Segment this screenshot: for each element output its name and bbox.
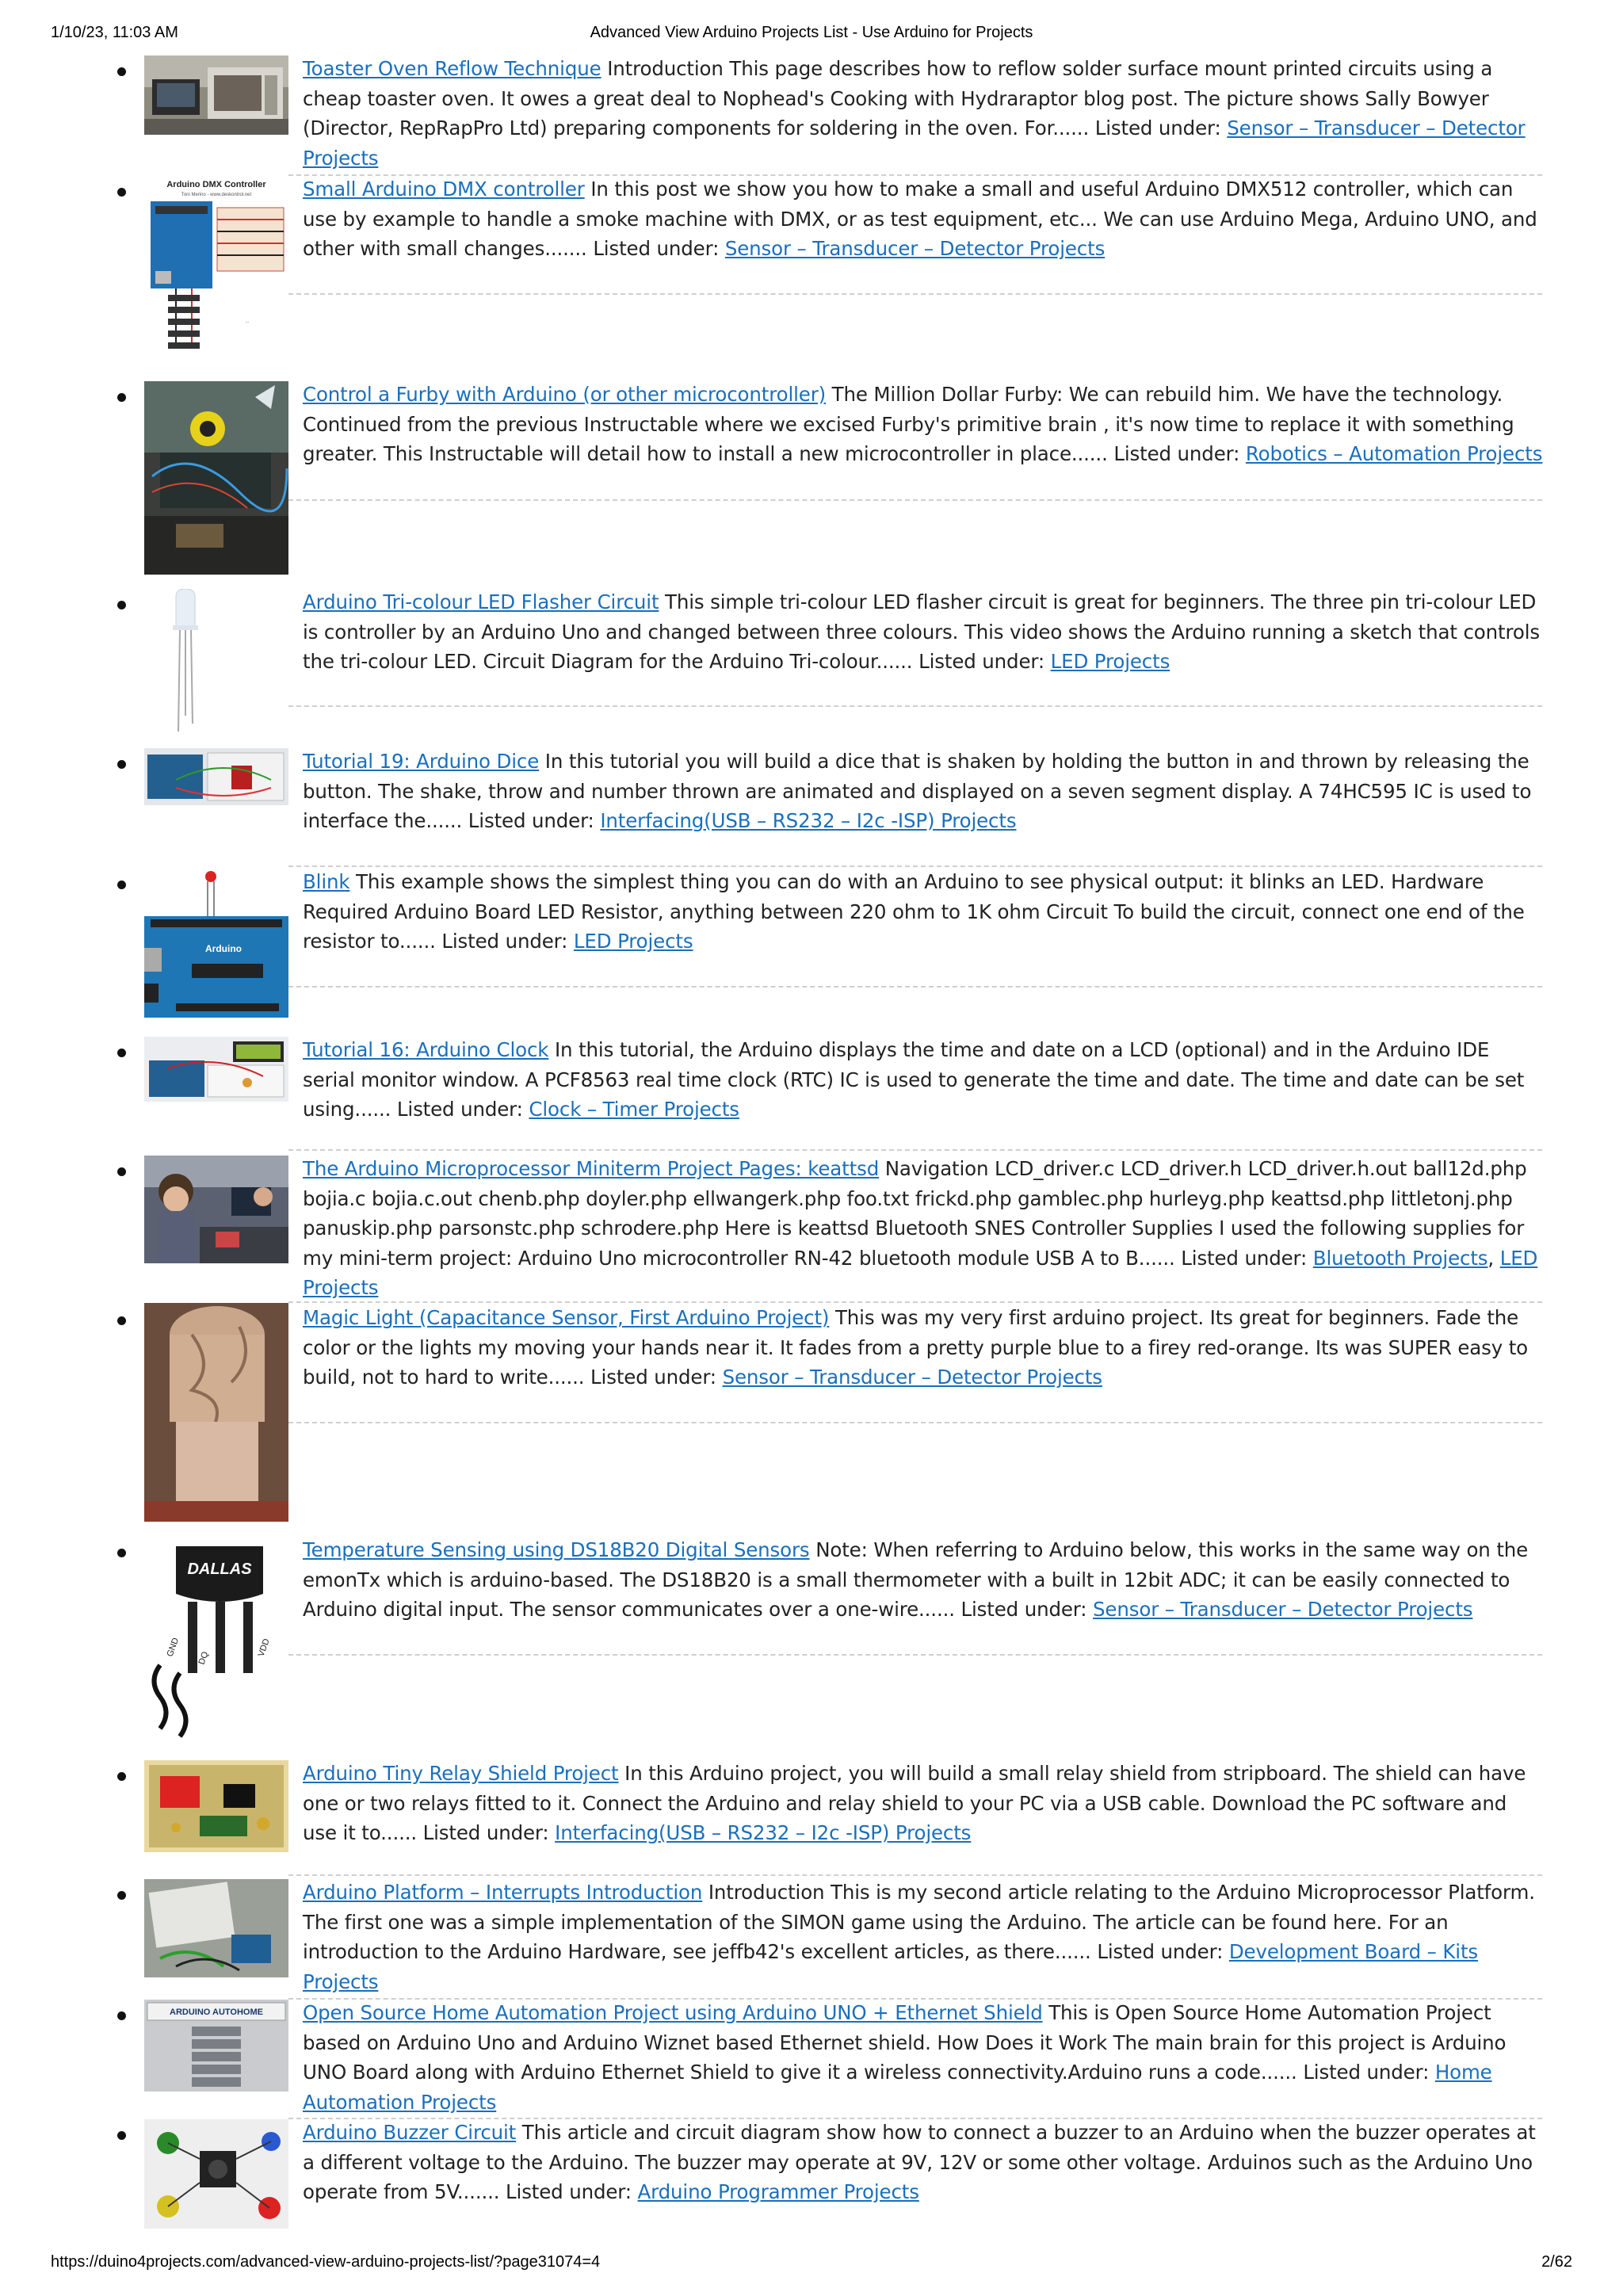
entry-title-link[interactable]: Blink	[303, 870, 350, 893]
category-link[interactable]: Arduino Programmer Projects	[637, 2180, 919, 2203]
bullet-icon	[117, 760, 126, 769]
entry-description: Note: When referring to Arduino below, this works in the same way on the emonTx which is arduino-based. The DS18B20 is a small thermometer with a built in 12bit ADC; it can be easily connected to Arduino digital input. The sensor communicates over a one-wire......	[303, 1538, 1529, 1621]
entry-text	[303, 1035, 1544, 1125]
category-link[interactable]: Robotics – Automation Projects	[1245, 442, 1543, 465]
listed-under-label: Listed under:	[422, 1821, 549, 1844]
ds18b20-sensor-illustration[interactable]	[144, 1538, 288, 1743]
bullet-icon	[117, 1549, 126, 1557]
entry-title-link[interactable]: Toaster Oven Reflow Technique	[303, 57, 601, 80]
entry-title-link[interactable]: Small Arduino DMX controller	[303, 178, 585, 201]
category-link[interactable]: Sensor – Transducer – Detector Projects	[303, 117, 1526, 170]
magic-light-photo[interactable]	[144, 1303, 288, 1522]
bullet-icon	[117, 1049, 126, 1057]
category-link[interactable]: Clock – Timer Projects	[529, 1098, 739, 1121]
entry-description: This example shows the simplest thing you can do with an Arduino to see physical output: it blinks an LED. Hardware Required Arduino Board LED Resistor, anything between 220 ohm to 1K ohm Circuit To build the circuit, connect one end of the resistor to......	[303, 870, 1525, 953]
dmx-controller-diagram[interactable]	[144, 176, 288, 360]
entry-description: In this post we show you how to make a small and useful Arduino DMX512 controller, which can use by example to handle a smoke machine with DMX, or as test equipment, etc... We can use Arduino Mega, Arduino UNO, and other with small changes.......	[303, 178, 1537, 260]
entry-title-link[interactable]: The Arduino Microprocessor Miniterm Project Pages: keattsd	[303, 1157, 880, 1180]
buzzer-circuit-photo[interactable]	[144, 2119, 288, 2229]
entry-description: This was my very first arduino project. Its great for beginners. Fade the color or the lights my moving your hands near it. It fades from a pretty purple blue to a firey red-orange. Its was SUPER easy to build, not to hard to write......	[303, 1306, 1529, 1389]
separator	[288, 1874, 1542, 1876]
toaster-oven-photo[interactable]	[144, 55, 288, 135]
entry-description: This is Open Source Home Automation Project based on Arduino Uno and Arduino Wiznet based Ethernet shield. How Does it Work The main brain for this project is Arduino UNO Board along with Arduino Ethernet Shield to give it a wireless connectivity.Arduino runs a code......	[303, 2001, 1507, 2084]
tri-colour-led-photo[interactable]	[144, 589, 288, 732]
bullet-icon	[117, 1772, 126, 1781]
diagram-caption: Arduino DMX Controller	[166, 180, 266, 189]
entry-text	[303, 1878, 1544, 1996]
entry-text	[303, 1998, 1544, 2117]
listed-under-label: Listed under:	[1181, 1246, 1308, 1270]
entry-title-link[interactable]: Arduino Tiny Relay Shield Project	[303, 1762, 619, 1785]
entry-text	[303, 380, 1544, 469]
print-header	[0, 24, 1623, 48]
entry-title-link[interactable]: Temperature Sensing using DS18B20 Digital Sensors	[303, 1538, 810, 1561]
category-link[interactable]: Home Automation Projects	[303, 2061, 1492, 2114]
category-separator: ,	[1487, 1246, 1495, 1270]
entry-description: This simple tri-colour LED flasher circuit is great for beginners. The three pin tri-colour LED is controller by an Arduino Uno and changed between three colours. This video shows the Arduino running a sketch that controls the tri-colour LED. Circuit Diagram for the Arduino Tri-colour......	[303, 590, 1540, 673]
separator	[288, 705, 1542, 707]
entry-title-link[interactable]: Open Source Home Automation Project using Arduino UNO + Ethernet Shield	[303, 2001, 1043, 2024]
listed-under-label: Listed under:	[593, 237, 720, 260]
bullet-icon	[117, 2131, 126, 2140]
separator	[288, 293, 1542, 295]
bullet-icon	[117, 393, 126, 402]
category-link[interactable]: Sensor – Transducer – Detector Projects	[722, 1366, 1102, 1389]
entry-text	[303, 54, 1544, 173]
entry-text	[303, 587, 1544, 677]
entry-text	[303, 1303, 1544, 1392]
relay-shield-photo[interactable]	[144, 1760, 288, 1852]
students-workshop-photo[interactable]	[144, 1156, 288, 1263]
entry-text	[303, 174, 1544, 264]
entry-title-link[interactable]: Control a Furby with Arduino (or other microcontroller)	[303, 383, 827, 406]
entry-description: The Million Dollar Furby: We can rebuild him. We have the technology. Continued from the previous Instructable where we excised Furby's primitive brain , it's now time to replace it with something greater. This Instructable will detail how to install a new microcontroller in place......	[303, 383, 1514, 465]
bullet-icon	[117, 67, 126, 76]
category-link[interactable]: LED Projects	[573, 930, 693, 953]
arduino-blink-board[interactable]	[144, 869, 288, 1019]
category-link[interactable]: Bluetooth Projects	[1312, 1246, 1488, 1270]
listed-under-label: Listed under:	[960, 1598, 1087, 1621]
svg-text:...: ...	[245, 319, 250, 324]
separator	[288, 1149, 1542, 1151]
category-link[interactable]: LED Projects	[303, 1246, 1538, 1299]
pin-label-dq: DQ	[197, 1650, 211, 1667]
listed-under-label: Listed under:	[396, 1098, 523, 1121]
entry-title-link[interactable]: Arduino Platform – Interrupts Introduction	[303, 1881, 703, 1904]
entry-description: Introduction This is my second article relating to the Arduino Microprocessor Platform. The first one was a simple implementation of the SIMON game using the Arduino. The article can be found here. For an introduction to the Arduino Hardware, see jeffb42's excellent articles, as there......	[303, 1881, 1535, 1963]
app-title-label: ARDUINO AUTOHOME	[170, 2008, 263, 2017]
category-link[interactable]: Interfacing(USB – RS232 – I2c -ISP) Projects	[555, 1821, 972, 1844]
print-url: https://duino4projects.com/advanced-view-arduino-projects-list/?page31074=4	[51, 2253, 601, 2271]
print-footer	[0, 2253, 1623, 2277]
entry-title-link[interactable]: Tutorial 19: Arduino Dice	[303, 750, 540, 773]
separator	[288, 1422, 1542, 1423]
entry-description: Navigation LCD_driver.c LCD_driver.h LCD_driver.h.out ball12d.php bojia.c bojia.c.out chenb.php doyler.php ellwangerk.php foo.txt frickd.php gamblec.php hurleyg.php keattsd.php littletonj.php panuskip.php parsonstc.php schrodere.php Here is keattsd Bluetooth SNES Controller Supplies I used the following supplies for my mini-term project: Arduino Uno microcontroller RN-42 bluetooth module USB A to B......	[303, 1157, 1527, 1270]
entry-text	[303, 747, 1544, 836]
listed-under-label: Listed under:	[1303, 2061, 1430, 2084]
autohome-app-screenshot[interactable]	[144, 2000, 288, 2092]
bullet-icon	[117, 1891, 126, 1900]
arduino-platform-photo[interactable]	[144, 1879, 288, 1977]
print-title: Advanced View Arduino Projects List - Use Arduino for Projects	[590, 24, 1033, 41]
entry-title-link[interactable]: Tutorial 16: Arduino Clock	[303, 1038, 549, 1061]
print-datetime: 1/10/23, 11:03 AM	[51, 24, 178, 41]
pin-label-vdd: VDD	[256, 1637, 272, 1659]
listed-under-label: Listed under:	[1113, 442, 1240, 465]
category-link[interactable]: LED Projects	[1050, 650, 1170, 673]
entry-text	[303, 2118, 1544, 2207]
bullet-icon	[117, 881, 126, 889]
category-link[interactable]: Interfacing(USB – RS232 – I2c -ISP) Projects	[600, 809, 1017, 832]
diagram-subcaption: Toni Merino - www.deskontrol.net	[181, 193, 252, 197]
listed-under-label: Listed under:	[506, 2180, 632, 2203]
entry-description: In this Arduino project, you will build a small relay shield from stripboard. The shield can have one or two relays fitted to it. Connect the Arduino and relay shield to your PC via a USB cable. Download the PC software and use it to......	[303, 1762, 1526, 1844]
arduino-clock-photo[interactable]	[144, 1037, 288, 1102]
separator	[288, 499, 1542, 501]
separator	[288, 1654, 1542, 1656]
category-link[interactable]: Sensor – Transducer – Detector Projects	[1093, 1598, 1473, 1621]
separator	[288, 986, 1542, 988]
listed-under-label: Listed under:	[441, 930, 568, 953]
board-label: Arduino	[205, 943, 242, 954]
entry-text	[303, 867, 1544, 957]
listed-under-label: Listed under:	[1094, 117, 1221, 139]
bullet-icon	[117, 1316, 126, 1325]
bullet-icon	[117, 188, 126, 197]
page-number: 2/62	[1541, 2253, 1572, 2271]
entry-title-link[interactable]: Arduino Tri-colour LED Flasher Circuit	[303, 590, 659, 613]
listed-under-label: Listed under:	[1097, 1940, 1224, 1963]
entry-text	[303, 1759, 1544, 1848]
bullet-icon	[117, 2011, 126, 2020]
entry-description: Introduction This page describes how to reflow solder surface mount printed circuits using a cheap toaster oven. It owes a great deal to Nophead's Cooking with Hydraraptor blog post. The picture shows Sally Bowyer (Director, RepRapPro Ltd) preparing components for soldering in the oven. For......	[303, 57, 1493, 139]
bullet-icon	[117, 601, 126, 609]
category-link[interactable]: Development Board – Kits Projects	[303, 1940, 1479, 1993]
pin-label-gnd: GND	[165, 1636, 181, 1659]
entry-title-link[interactable]: Magic Light (Capacitance Sensor, First Arduino Project)	[303, 1306, 830, 1329]
entry-text	[303, 1535, 1544, 1625]
entry-description: This article and circuit diagram show how to connect a buzzer to an Arduino when the buzzer operates at a different voltage to the Arduino. The buzzer may operate at 9V, 12V or some other voltage. Arduinos such as the Arduino Uno operate from 5V.......	[303, 2121, 1536, 2203]
arduino-dice-photo[interactable]	[144, 748, 288, 805]
entry-text	[303, 1154, 1544, 1303]
category-link[interactable]: Sensor – Transducer – Detector Projects	[724, 237, 1106, 260]
entry-title-link[interactable]: Arduino Buzzer Circuit	[303, 2121, 517, 2144]
bullet-icon	[117, 1167, 126, 1176]
sensor-brand-label: DALLAS	[187, 1561, 252, 1578]
furby-robot-photo[interactable]	[144, 381, 288, 575]
listed-under-label: Listed under:	[590, 1366, 716, 1389]
listed-under-label: Listed under:	[918, 650, 1044, 673]
entry-description: In this tutorial you will build a dice that is shaken by holding the button in and thrown by releasing the button. The shake, throw and number thrown are animated and displayed on a seven segment display. A 74HC595 IC is used to interface the......	[303, 750, 1532, 832]
entry-description: In this tutorial, the Arduino displays the time and date on a LCD (optional) and in the Arduino IDE serial monitor window. A PCF8563 real time clock (RTC) IC is used to generate the time and date. The time and date can be set using......	[303, 1038, 1525, 1121]
listed-under-label: Listed under:	[468, 809, 594, 832]
